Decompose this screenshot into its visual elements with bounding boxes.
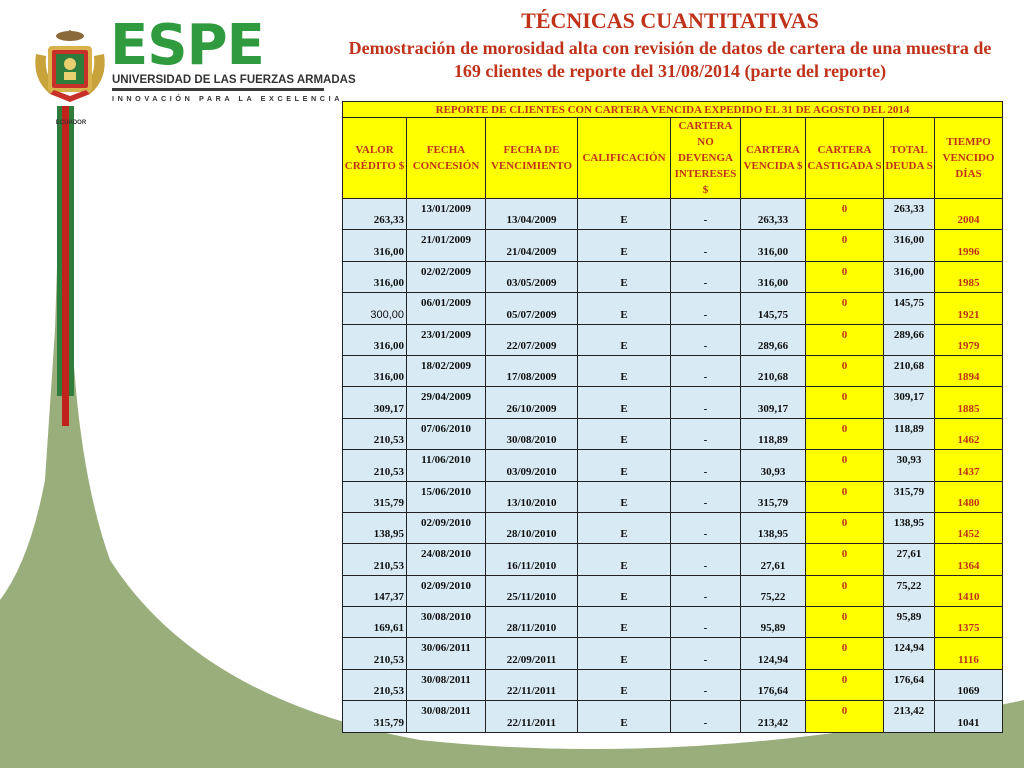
- cell-fecha-concesion: 30/08/2010: [407, 607, 486, 638]
- university-seal-icon: [30, 24, 110, 106]
- col-header-cartera-no-devenga: CARTERA NO DEVENGA INTERESES $: [671, 118, 741, 199]
- col-header-fecha-vencimiento: FECHA DE VENCIMIENTO: [486, 118, 578, 199]
- cell-cartera-vencida: 75,22: [741, 575, 806, 606]
- cell-fecha-vencimiento: 22/09/2011: [486, 638, 578, 669]
- stripe-green-left: [57, 106, 62, 396]
- cell-calificacion: E: [578, 512, 671, 543]
- cell-valor-credito: 210,53: [343, 418, 407, 449]
- cell-fecha-concesion: 15/06/2010: [407, 481, 486, 512]
- cell-calificacion: E: [578, 261, 671, 292]
- cell-total-deuda: 75,22: [884, 575, 935, 606]
- col-header-valor-credito: VALOR CRÉDITO $: [343, 118, 407, 199]
- cell-cartera-castigada: 0: [806, 293, 884, 324]
- cell-cartera-castigada: 0: [806, 387, 884, 418]
- stripe-red: [62, 106, 69, 426]
- cell-calificacion: E: [578, 450, 671, 481]
- cell-cartera-vencida: 316,00: [741, 261, 806, 292]
- table-row: [343, 638, 1003, 669]
- cell-valor-credito: 147,37: [343, 575, 407, 606]
- cell-total-deuda: 316,00: [884, 230, 935, 261]
- cell-cartera-castigada: 0: [806, 418, 884, 449]
- col-header-fecha-concesion: FECHA CONCESIÓN: [407, 118, 486, 199]
- cell-cartera-vencida: 315,79: [741, 481, 806, 512]
- seal-caption: ECUADOR: [55, 120, 87, 126]
- cell-total-deuda: 27,61: [884, 544, 935, 575]
- cell-valor-credito: 210,53: [343, 669, 407, 700]
- table-row: [343, 355, 1003, 386]
- cell-calificacion: E: [578, 638, 671, 669]
- col-header-tiempo-vencido: TIEMPO VENCIDO DÍAS: [935, 118, 1003, 199]
- cell-cartera-vencida: 309,17: [741, 387, 806, 418]
- cell-cartera-vencida: 138,95: [741, 512, 806, 543]
- cell-cartera-castigada: 0: [806, 669, 884, 700]
- slide-subtitle: Demostración de morosidad alta con revisión de datos de cartera de una muestra de 169 clientes de reporte del 31/08/2014 (parte del reporte): [348, 38, 992, 81]
- cell-fecha-vencimiento: 13/10/2010: [486, 481, 578, 512]
- cell-cartera-castigada: 0: [806, 355, 884, 386]
- cell-cartera-castigada: 0: [806, 481, 884, 512]
- cell-fecha-concesion: 30/08/2011: [407, 701, 486, 732]
- cell-cartera-castigada: 0: [806, 512, 884, 543]
- cell-total-deuda: 176,64: [884, 669, 935, 700]
- cell-tiempo-vencido: 1041: [935, 701, 1003, 732]
- cell-calificacion: E: [578, 481, 671, 512]
- cell-total-deuda: 213,42: [884, 701, 935, 732]
- table-row: [343, 512, 1003, 543]
- cell-cartera-no-devenga: -: [671, 450, 741, 481]
- cell-cartera-castigada: 0: [806, 450, 884, 481]
- table-row: [343, 544, 1003, 575]
- col-header-calificacion: CALIFICACIÓN: [578, 118, 671, 199]
- cell-fecha-vencimiento: 13/04/2009: [486, 199, 578, 230]
- cell-valor-credito: 316,00: [343, 261, 407, 292]
- cell-cartera-vencida: 145,75: [741, 293, 806, 324]
- cell-valor-credito: 315,79: [343, 701, 407, 732]
- cell-cartera-no-devenga: -: [671, 638, 741, 669]
- table-row: [343, 418, 1003, 449]
- cell-tiempo-vencido: 1452: [935, 512, 1003, 543]
- cell-tiempo-vencido: 1885: [935, 387, 1003, 418]
- cell-fecha-concesion: 02/09/2010: [407, 575, 486, 606]
- table-row: [343, 607, 1003, 638]
- table-row: [343, 230, 1003, 261]
- cell-fecha-concesion: 02/09/2010: [407, 512, 486, 543]
- cell-cartera-vencida: 263,33: [741, 199, 806, 230]
- cell-valor-credito: 316,00: [343, 324, 407, 355]
- cell-cartera-vencida: 213,42: [741, 701, 806, 732]
- cell-cartera-no-devenga: -: [671, 512, 741, 543]
- col-header-cartera-vencida: CARTERA VENCIDA $: [741, 118, 806, 199]
- col-header-total-deuda: TOTAL DEUDA S: [884, 118, 935, 199]
- cell-valor-credito: 316,00: [343, 355, 407, 386]
- report-table: [342, 101, 1003, 733]
- table-row: [343, 450, 1003, 481]
- cell-calificacion: E: [578, 230, 671, 261]
- cell-valor-credito: 210,53: [343, 450, 407, 481]
- table-row: [343, 261, 1003, 292]
- cell-cartera-castigada: 0: [806, 230, 884, 261]
- cell-fecha-vencimiento: 03/05/2009: [486, 261, 578, 292]
- cell-cartera-vencida: 27,61: [741, 544, 806, 575]
- table-row: [343, 669, 1003, 700]
- cell-fecha-concesion: 07/06/2010: [407, 418, 486, 449]
- cell-tiempo-vencido: 1979: [935, 324, 1003, 355]
- cell-fecha-vencimiento: 25/11/2010: [486, 575, 578, 606]
- cell-valor-credito: 309,17: [343, 387, 407, 418]
- cell-fecha-concesion: 11/06/2010: [407, 450, 486, 481]
- cell-fecha-vencimiento: 30/08/2010: [486, 418, 578, 449]
- cell-tiempo-vencido: 1410: [935, 575, 1003, 606]
- cell-fecha-vencimiento: 28/11/2010: [486, 607, 578, 638]
- cell-tiempo-vencido: 1996: [935, 230, 1003, 261]
- cell-valor-credito: 316,00: [343, 230, 407, 261]
- cell-cartera-vencida: 176,64: [741, 669, 806, 700]
- cell-cartera-castigada: 0: [806, 544, 884, 575]
- table-row: [343, 701, 1003, 732]
- cell-cartera-castigada: 0: [806, 575, 884, 606]
- cell-cartera-no-devenga: -: [671, 669, 741, 700]
- cell-total-deuda: 118,89: [884, 418, 935, 449]
- cell-calificacion: E: [578, 324, 671, 355]
- cell-calificacion: E: [578, 199, 671, 230]
- cell-fecha-concesion: 30/06/2011: [407, 638, 486, 669]
- cell-fecha-vencimiento: 05/07/2009: [486, 293, 578, 324]
- cell-calificacion: E: [578, 355, 671, 386]
- slide-title: TÉCNICAS CUANTITATIVAS: [521, 8, 819, 33]
- university-name: UNIVERSIDAD DE LAS FUERZAS ARMADAS: [112, 74, 356, 86]
- cell-fecha-vencimiento: 03/09/2010: [486, 450, 578, 481]
- cell-cartera-castigada: 0: [806, 324, 884, 355]
- column-header-row: [343, 118, 1003, 199]
- cell-valor-credito: 210,53: [343, 544, 407, 575]
- col-header-cartera-castigada: CARTERA CASTIGADA S: [806, 118, 884, 199]
- cell-fecha-vencimiento: 17/08/2009: [486, 355, 578, 386]
- logo-divider: [112, 88, 324, 91]
- cell-total-deuda: 315,79: [884, 481, 935, 512]
- cell-valor-credito: 300,00: [343, 293, 407, 324]
- cell-tiempo-vencido: 1437: [935, 450, 1003, 481]
- cell-fecha-vencimiento: 22/11/2011: [486, 669, 578, 700]
- cell-cartera-no-devenga: -: [671, 607, 741, 638]
- logo-word: ESPE: [110, 13, 264, 78]
- cell-cartera-vencida: 316,00: [741, 230, 806, 261]
- cell-cartera-castigada: 0: [806, 638, 884, 669]
- cell-tiempo-vencido: 1364: [935, 544, 1003, 575]
- cell-cartera-castigada: 0: [806, 607, 884, 638]
- cell-total-deuda: 30,93: [884, 450, 935, 481]
- cell-cartera-no-devenga: -: [671, 481, 741, 512]
- espe-logo: [30, 13, 356, 126]
- cell-cartera-castigada: 0: [806, 261, 884, 292]
- cell-cartera-castigada: 0: [806, 701, 884, 732]
- table-row: [343, 324, 1003, 355]
- cell-cartera-no-devenga: -: [671, 544, 741, 575]
- cell-cartera-no-devenga: -: [671, 701, 741, 732]
- logo-tagline: INNOVACIÓN PARA LA EXCELENCIA: [112, 94, 343, 103]
- cell-calificacion: E: [578, 701, 671, 732]
- cell-fecha-vencimiento: 28/10/2010: [486, 512, 578, 543]
- table-row: [343, 481, 1003, 512]
- cell-calificacion: E: [578, 418, 671, 449]
- cell-tiempo-vencido: 1921: [935, 293, 1003, 324]
- cell-fecha-concesion: 23/01/2009: [407, 324, 486, 355]
- cell-tiempo-vencido: 1069: [935, 669, 1003, 700]
- cell-fecha-concesion: 21/01/2009: [407, 230, 486, 261]
- cell-tiempo-vencido: 1116: [935, 638, 1003, 669]
- cell-cartera-vencida: 124,94: [741, 638, 806, 669]
- cell-valor-credito: 263,33: [343, 199, 407, 230]
- cell-total-deuda: 210,68: [884, 355, 935, 386]
- cell-fecha-concesion: 18/02/2009: [407, 355, 486, 386]
- cell-cartera-no-devenga: -: [671, 324, 741, 355]
- cell-tiempo-vencido: 1375: [935, 607, 1003, 638]
- cell-total-deuda: 138,95: [884, 512, 935, 543]
- cell-total-deuda: 145,75: [884, 293, 935, 324]
- cell-valor-credito: 315,79: [343, 481, 407, 512]
- cell-cartera-vencida: 210,68: [741, 355, 806, 386]
- cell-tiempo-vencido: 2004: [935, 199, 1003, 230]
- cell-fecha-vencimiento: 26/10/2009: [486, 387, 578, 418]
- cell-cartera-vencida: 118,89: [741, 418, 806, 449]
- cell-fecha-concesion: 30/08/2011: [407, 669, 486, 700]
- cell-total-deuda: 309,17: [884, 387, 935, 418]
- cell-total-deuda: 289,66: [884, 324, 935, 355]
- cell-tiempo-vencido: 1462: [935, 418, 1003, 449]
- cell-cartera-no-devenga: -: [671, 261, 741, 292]
- cell-total-deuda: 316,00: [884, 261, 935, 292]
- cell-calificacion: E: [578, 293, 671, 324]
- table-row: [343, 387, 1003, 418]
- report-body: [343, 199, 1003, 733]
- cell-cartera-vencida: 95,89: [741, 607, 806, 638]
- table-row: [343, 293, 1003, 324]
- cell-fecha-vencimiento: 16/11/2010: [486, 544, 578, 575]
- cell-cartera-no-devenga: -: [671, 418, 741, 449]
- cell-cartera-vencida: 289,66: [741, 324, 806, 355]
- cell-fecha-concesion: 13/01/2009: [407, 199, 486, 230]
- cell-cartera-no-devenga: -: [671, 575, 741, 606]
- cell-calificacion: E: [578, 669, 671, 700]
- table-row: [343, 199, 1003, 230]
- cell-cartera-no-devenga: -: [671, 230, 741, 261]
- report-title: REPORTE DE CLIENTES CON CARTERA VENCIDA EXPEDIDO EL 31 DE AGOSTO DEL 2014: [343, 102, 1003, 118]
- cell-fecha-concesion: 06/01/2009: [407, 293, 486, 324]
- cell-valor-credito: 138,95: [343, 512, 407, 543]
- cell-cartera-vencida: 30,93: [741, 450, 806, 481]
- cell-total-deuda: 263,33: [884, 199, 935, 230]
- cell-cartera-no-devenga: -: [671, 355, 741, 386]
- cell-cartera-castigada: 0: [806, 199, 884, 230]
- cell-calificacion: E: [578, 387, 671, 418]
- cell-total-deuda: 95,89: [884, 607, 935, 638]
- cell-calificacion: E: [578, 575, 671, 606]
- cell-cartera-no-devenga: -: [671, 199, 741, 230]
- cell-calificacion: E: [578, 544, 671, 575]
- cell-fecha-vencimiento: 22/11/2011: [486, 701, 578, 732]
- cell-valor-credito: 210,53: [343, 638, 407, 669]
- cell-tiempo-vencido: 1480: [935, 481, 1003, 512]
- cell-fecha-concesion: 29/04/2009: [407, 387, 486, 418]
- cell-valor-credito: 169,61: [343, 607, 407, 638]
- cell-fecha-vencimiento: 22/07/2009: [486, 324, 578, 355]
- cell-tiempo-vencido: 1985: [935, 261, 1003, 292]
- stripe-green-right: [69, 106, 74, 396]
- table-row: [343, 575, 1003, 606]
- cell-cartera-no-devenga: -: [671, 387, 741, 418]
- cell-fecha-concesion: 24/08/2010: [407, 544, 486, 575]
- cell-cartera-no-devenga: -: [671, 293, 741, 324]
- cell-calificacion: E: [578, 607, 671, 638]
- cell-fecha-concesion: 02/02/2009: [407, 261, 486, 292]
- cell-tiempo-vencido: 1894: [935, 355, 1003, 386]
- cell-fecha-vencimiento: 21/04/2009: [486, 230, 578, 261]
- cell-total-deuda: 124,94: [884, 638, 935, 669]
